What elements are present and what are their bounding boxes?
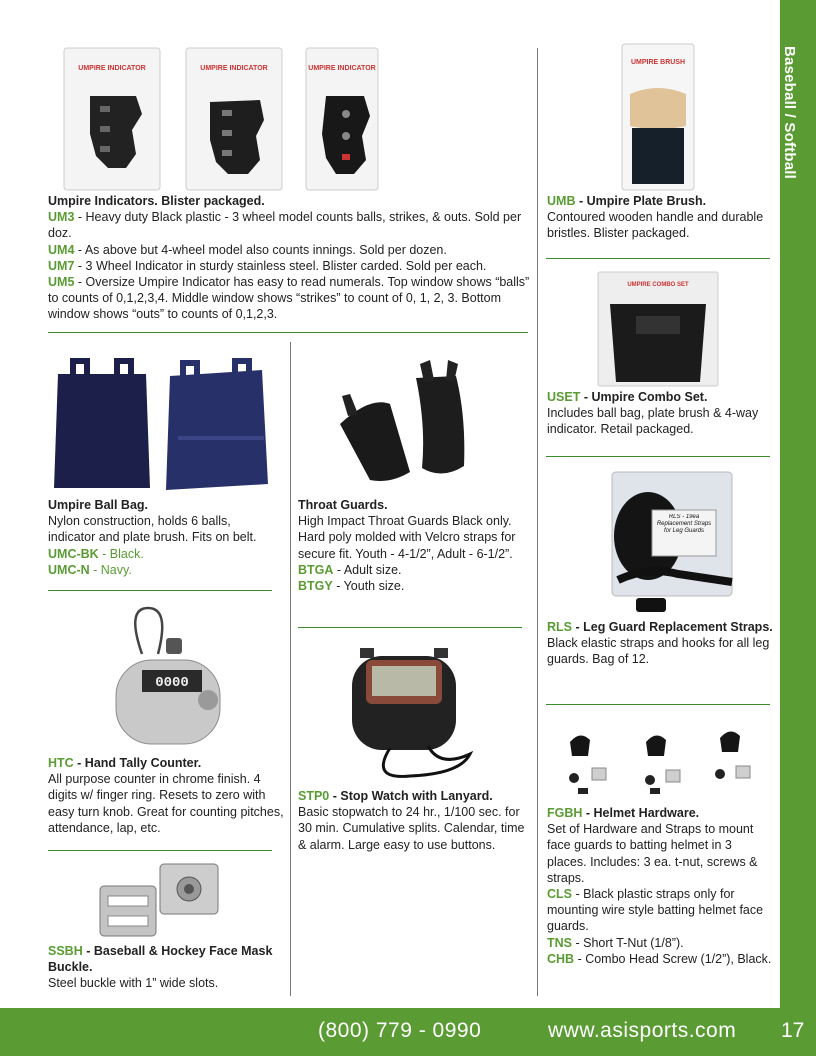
product-variant: [547, 935, 773, 951]
tally-digits: 0000: [155, 675, 189, 691]
product-line: [48, 242, 530, 258]
leg-guard-straps-image: [608, 470, 736, 618]
hand-tally-text: [48, 755, 284, 836]
product-heading: [547, 619, 773, 635]
product-code: HTC: [48, 756, 74, 770]
product-title: Umpire Ball Bag.: [48, 498, 149, 512]
throat-guards-image: [330, 356, 480, 486]
umpire-combo-set-text: [547, 389, 773, 438]
product-description: Set of Hardware and Straps to mount face guards to batting helmet in 3 places. Includes: 3 ea. t-nut, screws & straps.: [547, 822, 758, 885]
column-divider: [290, 342, 291, 996]
section-rule: [546, 704, 770, 705]
umpire-indicators-text: [48, 193, 530, 323]
product-title: - Leg Guard Replacement Straps.: [572, 620, 773, 634]
page-number: 17: [781, 1019, 805, 1042]
product-code: UM5: [48, 275, 75, 290]
product-code: STP0: [298, 789, 330, 803]
variant-text: - Short T-Nut (1/8”).: [572, 935, 684, 950]
product-heading: [547, 805, 773, 821]
product-title: - Stop Watch with Lanyard.: [329, 789, 493, 803]
product-code: CLS: [547, 887, 572, 902]
product-variant: [547, 886, 773, 935]
umpire-combo-set-image: [596, 270, 720, 388]
product-variant: [547, 951, 773, 967]
product-title: - Umpire Combo Set.: [580, 390, 708, 404]
phone-number: (800) 779 - 0990: [318, 1019, 482, 1042]
product-variant: [298, 578, 530, 594]
product-description: Black elastic straps and hooks for all leg guards. Bag of 12.: [547, 636, 770, 667]
mask-buckle-image: [96, 860, 222, 940]
product-description: Steel buckle with 1” wide slots.: [48, 976, 219, 991]
card-label: UMPIRE INDICATOR: [78, 65, 146, 72]
product-code: BTGA: [298, 562, 334, 577]
product-code: RLS: [547, 620, 572, 634]
product-heading: [48, 943, 284, 975]
leg-guard-straps-text: [547, 619, 773, 668]
product-line-text: - As above but 4-wheel model also counts innings. Sold per dozen.: [74, 242, 447, 257]
section-rule: [48, 332, 528, 333]
card-label: UMPIRE INDICATOR: [200, 65, 268, 72]
product-code: FGBH: [547, 806, 583, 820]
product-variant: [298, 562, 530, 578]
product-title: - Hand Tally Counter.: [73, 756, 202, 770]
product-description: Contoured wooden handle and durable bristles. Blister packaged.: [547, 210, 764, 241]
product-description: High Impact Throat Guards Black only. Hard poly molded with Velcro straps for secure fit. Youth - 4-1/2”, Adult - 6-1/2”.: [298, 514, 516, 561]
umpire-brush-text: [547, 193, 773, 242]
product-code: CHB: [547, 951, 575, 966]
product-code: TNS: [547, 935, 572, 950]
product-code: USET: [547, 390, 581, 404]
product-code: UM7: [48, 258, 75, 273]
variant-text: - Black.: [98, 546, 144, 561]
helmet-hardware-text: [547, 805, 773, 967]
product-code: BTGY: [298, 579, 333, 594]
product-line: [48, 209, 530, 241]
combo-card-label: UMPIRE COMBO SET: [627, 282, 689, 288]
footer-bar: [0, 1008, 816, 1056]
umpire-ball-bag-image: [50, 356, 276, 496]
section-label: Baseball / Softball: [781, 46, 798, 179]
stop-watch-text: [298, 788, 530, 853]
product-title: - Umpire Plate Brush.: [575, 194, 707, 208]
product-code: UMB: [547, 194, 576, 208]
variant-text: - Youth size.: [332, 579, 405, 594]
brush-card-label: UMPIRE BRUSH: [630, 59, 686, 66]
product-code: UM3: [48, 210, 75, 225]
umpire-indicator-packages-image: [60, 44, 380, 194]
product-line: [48, 258, 530, 274]
straps-bag-label: RLS - 19ea Replacement Straps for Leg Guards: [656, 514, 712, 534]
product-description: Includes ball bag, plate brush & 4-way indicator. Retail packaged.: [547, 406, 759, 437]
product-code: UMC-N: [48, 562, 90, 577]
product-line: [48, 274, 530, 323]
throat-guards-text: [298, 497, 530, 594]
product-title: - Helmet Hardware.: [582, 806, 700, 820]
mask-buckle-text: [48, 943, 284, 992]
product-line-text: - 3 Wheel Indicator in sturdy stainless steel. Blister carded. Sold per each.: [74, 258, 487, 273]
card-label: UMPIRE INDICATOR: [308, 65, 376, 72]
section-rule: [48, 590, 272, 591]
side-section-tab: [780, 0, 816, 1008]
product-description: Nylon construction, holds 6 balls, indicator and plate brush. Fits on belt.: [48, 514, 257, 545]
product-variant: [48, 546, 280, 562]
section-rule: [546, 456, 770, 457]
product-title: Umpire Indicators. Blister packaged.: [48, 194, 265, 208]
umpire-brush-image: [618, 42, 698, 192]
product-heading: [547, 389, 773, 405]
product-variant: [48, 562, 280, 578]
product-description: Basic stopwatch to 24 hr., 1/100 sec. for 30 min. Cumulative splits. Calendar, time & alarm. Large easy to use buttons.: [298, 805, 525, 852]
variant-text: - Combo Head Screw (1/2”), Black.: [574, 951, 772, 966]
product-heading: [298, 788, 530, 804]
product-description: All purpose counter in chrome finish. 4 digits w/ finger ring. Resets to zero with easy turn knob. Great for counting pitches, attendance, lap, etc.: [48, 772, 284, 835]
variant-text: - Adult size.: [333, 562, 402, 577]
stop-watch-image: [330, 640, 490, 786]
product-code: UM4: [48, 242, 75, 257]
helmet-hardware-image: [556, 722, 764, 802]
section-rule: [48, 850, 272, 851]
umpire-ball-bag-text: [48, 497, 280, 578]
product-heading: [48, 755, 284, 771]
column-divider: [537, 48, 538, 996]
product-heading: [547, 193, 773, 209]
hand-tally-counter-image: [96, 604, 240, 754]
product-code: SSBH: [48, 944, 83, 958]
product-line-text: - Oversize Umpire Indicator has easy to read numerals. Top window shows “balls” to counts of 0,1,2,3,4. Middle window shows “strikes” to count of 0, 1, 2, 3. Bottom window shows “outs” to counts of 0,1,2,3.: [48, 275, 530, 322]
variant-text: - Navy.: [89, 562, 132, 577]
product-title: - Baseball & Hockey Face Mask Buckle.: [48, 944, 273, 975]
section-rule: [298, 627, 522, 628]
section-rule: [546, 258, 770, 259]
variant-text: - Black plastic straps only for mounting wire style batting helmet face guards.: [547, 887, 764, 934]
website-link[interactable]: www.asisports.com: [548, 1019, 737, 1042]
product-title: Throat Guards.: [298, 498, 388, 512]
product-line-text: - Heavy duty Black plastic - 3 wheel model counts balls, strikes, & outs. Sold per doz.: [48, 210, 522, 241]
product-code: UMC-BK: [48, 546, 99, 561]
